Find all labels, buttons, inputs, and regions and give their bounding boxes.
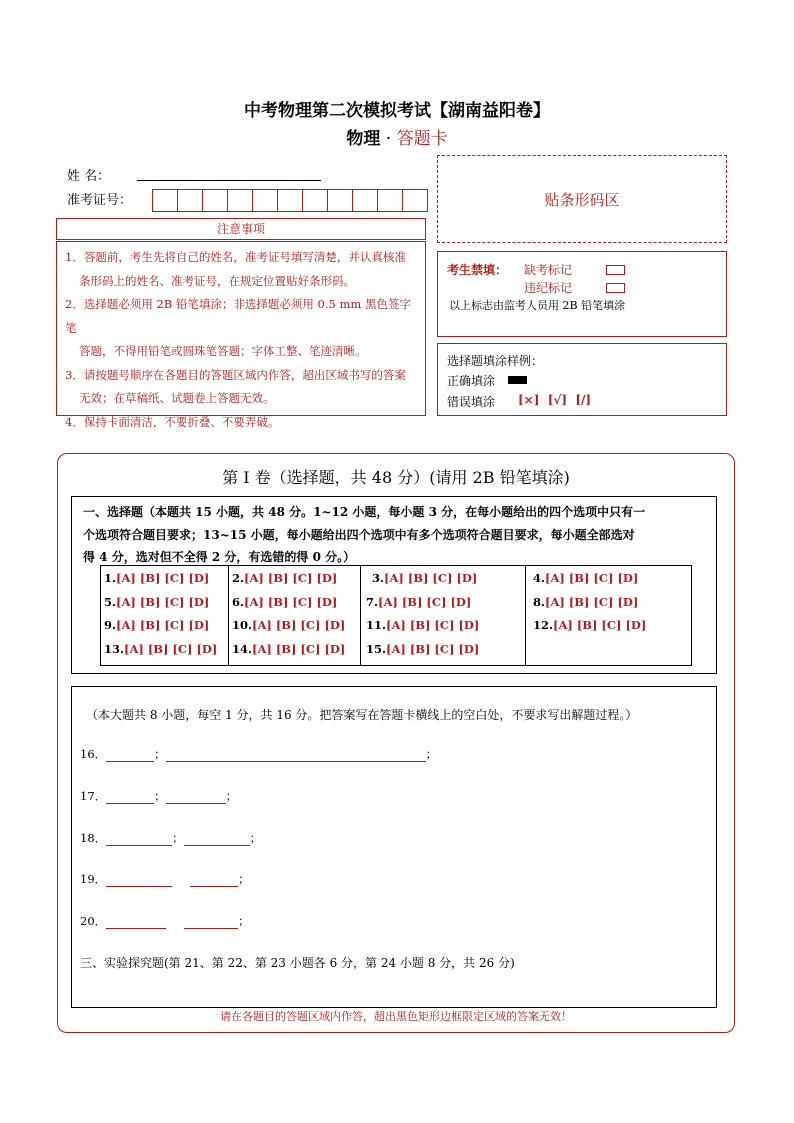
id-box[interactable] bbox=[277, 189, 303, 212]
answer-blank[interactable] bbox=[184, 833, 250, 846]
id-box[interactable] bbox=[302, 189, 328, 212]
blank-separator: ； bbox=[238, 914, 250, 928]
choice-intro bbox=[83, 501, 711, 569]
question-row[interactable] bbox=[366, 642, 479, 656]
question-number: 20． bbox=[80, 914, 107, 928]
dot-separator: · bbox=[385, 129, 392, 149]
answer-options[interactable]: [A] [B] [C] [D] bbox=[124, 642, 218, 656]
answer-blank[interactable] bbox=[166, 791, 226, 804]
barcode-area bbox=[437, 155, 727, 243]
id-box[interactable] bbox=[377, 189, 403, 212]
name-label: 姓 名： bbox=[67, 169, 111, 184]
question-row[interactable] bbox=[366, 595, 471, 609]
blank-separator: ； bbox=[238, 872, 250, 886]
question-row[interactable] bbox=[104, 642, 217, 656]
question-row[interactable] bbox=[372, 571, 477, 585]
section3-heading: 三、实验探究题(第 21、第 22、第 23 小题各 6 分，第 24 小题 8 分，共 26 分) bbox=[80, 956, 515, 970]
question-number: 15. bbox=[366, 642, 387, 656]
answer-options[interactable]: [A] [B] [C] [D] bbox=[252, 618, 346, 632]
answer-options[interactable]: [A] [B] [C] [D] bbox=[553, 618, 647, 632]
violation-mark-label: 违纪标记 bbox=[524, 281, 573, 295]
barcode-label: 贴条形码区 bbox=[544, 190, 620, 209]
id-box[interactable] bbox=[177, 189, 203, 212]
question-number: 2. bbox=[232, 571, 245, 585]
answer-options[interactable]: [A] [B] [C] [D] bbox=[386, 642, 480, 656]
answer-blank[interactable] bbox=[166, 749, 426, 762]
answer-options[interactable]: [A] [B] [C] [D] bbox=[244, 571, 338, 585]
answer-options[interactable]: [A] [B] [C] [D] bbox=[386, 618, 480, 632]
question-number: 12. bbox=[533, 618, 554, 632]
grid-divider bbox=[525, 566, 526, 665]
answer-blank[interactable] bbox=[106, 833, 172, 846]
question-number: 1. bbox=[104, 571, 117, 585]
answer-blank[interactable] bbox=[106, 749, 154, 762]
intro-line: 个选项符合题目要求；13~15 小题，每小题给出四个选项中有多个选项符合题目要求，每小题全部选对 bbox=[83, 527, 635, 542]
section2-heading: （本大题共 8 小题，每空 1 分，共 16 分。把答案写在答题卡横线上的空白处，不要求写出解题过程。） bbox=[86, 708, 638, 722]
question-row[interactable] bbox=[533, 618, 646, 632]
question-number: 14. bbox=[232, 642, 253, 656]
blank-separator: ； bbox=[425, 747, 438, 761]
question-number: 7. bbox=[366, 595, 379, 609]
answer-options[interactable]: [A] [B] [C] [D] bbox=[545, 571, 639, 585]
answer-options[interactable]: [A] [B] [C] [D] bbox=[116, 595, 210, 609]
question-row[interactable] bbox=[104, 618, 209, 632]
id-box[interactable] bbox=[402, 189, 428, 212]
answer-blank[interactable] bbox=[106, 916, 166, 929]
grid-divider bbox=[228, 566, 229, 665]
question-number: 3. bbox=[372, 571, 385, 585]
answer-options[interactable]: [A] [B] [C] [D] bbox=[384, 571, 478, 585]
question-number: 5. bbox=[104, 595, 117, 609]
blank-row-19 bbox=[80, 871, 250, 887]
name-field[interactable] bbox=[137, 179, 321, 181]
answer-blank[interactable] bbox=[190, 874, 238, 887]
proctor-marks-box bbox=[437, 251, 727, 337]
question-row[interactable] bbox=[533, 571, 638, 585]
notice-line: 条形码上的姓名、准考证号，在规定位置贴好条形码。 bbox=[79, 273, 355, 288]
id-box[interactable] bbox=[352, 189, 378, 212]
wrong-fill-marks: [×] [√] [/] bbox=[518, 393, 592, 407]
answer-options[interactable]: [A] [B] [C] [D] bbox=[116, 618, 210, 632]
fill-sample-box bbox=[437, 343, 727, 416]
question-number: 19． bbox=[80, 872, 107, 886]
blank-separator: ； bbox=[154, 747, 166, 761]
exam-title: 中考物理第二次模拟考试【湖南益阳卷】 bbox=[244, 101, 550, 121]
id-box[interactable] bbox=[252, 189, 278, 212]
blank-separator: ； bbox=[225, 789, 238, 803]
intro-line: 一、选择题（本题共 15 小题，共 48 分。1~12 小题，每小题 3 分，在每小题给出的四个选项中只有一 bbox=[83, 505, 646, 519]
question-number: 4. bbox=[533, 571, 546, 585]
sample-heading: 选择题填涂样例： bbox=[447, 354, 544, 368]
answer-blank[interactable] bbox=[106, 791, 154, 804]
notice-line: 无效；在草稿纸、试题卷上答题无效。 bbox=[79, 391, 275, 405]
id-box[interactable] bbox=[202, 189, 228, 212]
question-number: 13. bbox=[104, 642, 125, 656]
subject-label: 物理 bbox=[346, 129, 381, 149]
blank-row-18 bbox=[80, 830, 261, 846]
footer-warning: 请在各题目的答题区域内作答，超出黑色矩形边框限定区域的答案无效！ bbox=[220, 1010, 572, 1023]
question-number: 11. bbox=[366, 618, 387, 632]
grid-divider bbox=[360, 566, 361, 665]
question-row[interactable] bbox=[232, 595, 337, 609]
absent-mark-label: 缺考标记 bbox=[524, 263, 573, 277]
question-row[interactable] bbox=[104, 595, 209, 609]
question-row[interactable] bbox=[232, 618, 345, 632]
correct-fill-mark bbox=[508, 376, 527, 384]
question-number: 16． bbox=[80, 747, 107, 761]
question-number: 8. bbox=[533, 595, 546, 609]
blank-separator: ； bbox=[172, 831, 184, 845]
blank-row-20 bbox=[80, 913, 250, 929]
question-row[interactable] bbox=[232, 571, 337, 585]
blank-separator: ； bbox=[154, 789, 166, 803]
notice-line: 3．请按题号顺序在各题目的答题区域内作答，超出区域书写的答案 bbox=[65, 367, 406, 382]
forbid-label: 考生禁填： bbox=[447, 263, 508, 277]
answer-options[interactable]: [A] [B] [C] [D] bbox=[252, 642, 346, 656]
intro-line: 得 4 分，选对但不全得 2 分，有选错的得 0 分。） bbox=[83, 550, 356, 564]
answer-options[interactable]: [A] [B] [C] [D] bbox=[378, 595, 472, 609]
blank-separator: ； bbox=[249, 831, 262, 845]
id-box[interactable] bbox=[227, 189, 253, 212]
question-number: 9. bbox=[104, 618, 117, 632]
notice-line: 2．选择题必须用 2B 铅笔填涂；非选择题必须用 0.5 mm 黑色签字笔 bbox=[65, 297, 411, 335]
blank-row-16 bbox=[80, 746, 437, 762]
wrong-fill-label: 错误填涂 bbox=[447, 395, 496, 409]
id-box[interactable] bbox=[327, 189, 353, 212]
violation-mark-box[interactable] bbox=[606, 283, 625, 293]
choice-grid bbox=[100, 565, 692, 666]
notice-line: 答题，不得用铅笔或圆珠笔答题；字体工整、笔迹清晰。 bbox=[79, 344, 367, 358]
notice-box bbox=[56, 241, 426, 429]
question-row[interactable] bbox=[104, 571, 209, 585]
answer-blank[interactable] bbox=[184, 916, 238, 929]
answer-options[interactable]: [A] [B] [C] [D] bbox=[116, 571, 210, 585]
question-number: 10. bbox=[232, 618, 253, 632]
exam-id-label: 准考证号： bbox=[67, 193, 133, 208]
notice-line: 1．答题前，考生先将自己的姓名，准考证号填写清楚，并认真核准 bbox=[65, 250, 406, 264]
answer-options[interactable]: [A] [B] [C] [D] bbox=[244, 595, 338, 609]
id-box[interactable] bbox=[152, 189, 178, 212]
forbid-note: 以上标志由监考人员用 2B 铅笔填涂 bbox=[449, 299, 626, 312]
question-row[interactable] bbox=[232, 642, 345, 656]
blank-row-17 bbox=[80, 788, 237, 804]
question-number: 17． bbox=[80, 789, 107, 803]
notice-line: 4．保持卡面清洁，不要折叠、不要弄破。 bbox=[65, 414, 280, 429]
section1-heading: 第 I 卷（选择题，共 48 分）(请用 2B 铅笔填涂) bbox=[222, 468, 570, 487]
absent-mark-box[interactable] bbox=[606, 265, 625, 275]
question-number: 18． bbox=[80, 831, 107, 845]
correct-fill-label: 正确填涂 bbox=[447, 374, 496, 388]
question-row[interactable] bbox=[366, 618, 479, 632]
question-row[interactable] bbox=[533, 595, 638, 609]
answer-options[interactable]: [A] [B] [C] [D] bbox=[545, 595, 639, 609]
question-number: 6. bbox=[232, 595, 245, 609]
answer-card-label: 答题卡 bbox=[396, 129, 448, 149]
notice-heading: 注意事项 bbox=[56, 218, 426, 240]
exam-id-boxes[interactable] bbox=[152, 189, 427, 212]
answer-blank[interactable] bbox=[106, 874, 172, 887]
card-subtitle bbox=[0, 124, 794, 149]
